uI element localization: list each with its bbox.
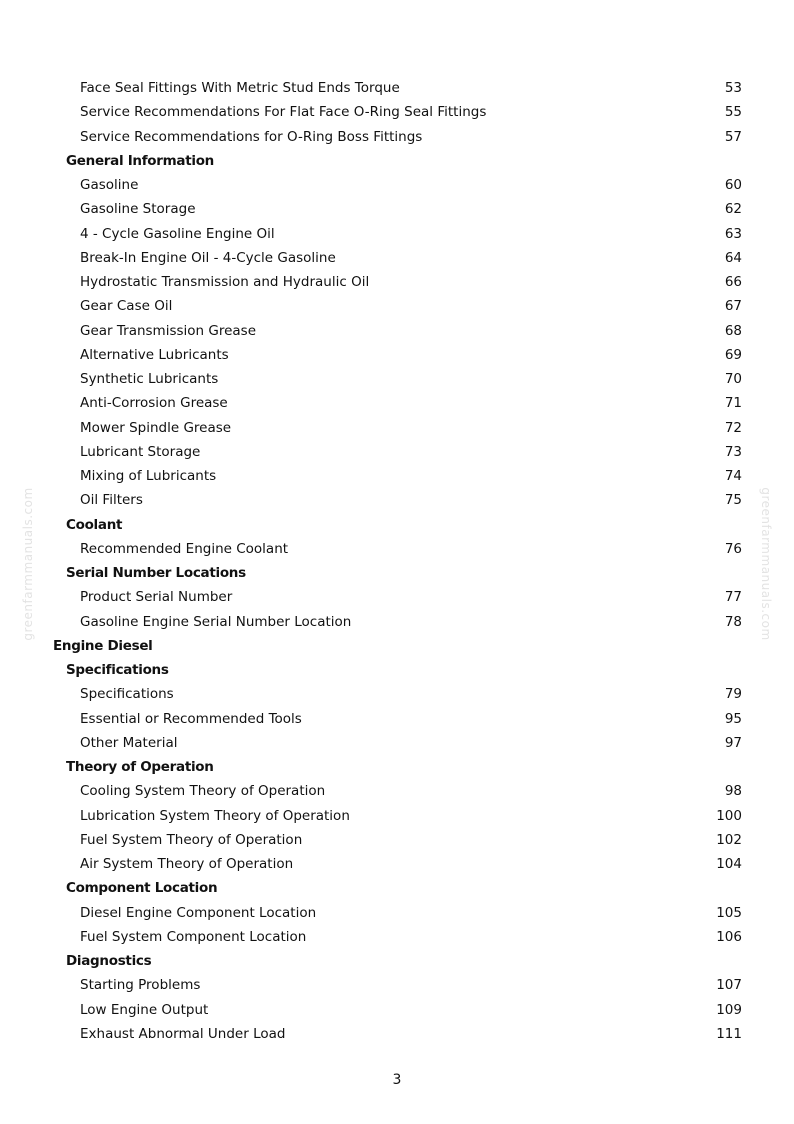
toc-entry-page: 60 — [724, 177, 742, 193]
toc-entry-title: General Information — [66, 152, 214, 169]
toc-entry-page: 106 — [716, 928, 742, 945]
toc-entry-title: Diagnostics — [66, 953, 152, 969]
toc-entry-title: Gear Case Oil — [80, 298, 173, 315]
toc-entry — [0, 391, 794, 415]
toc-entry-title: Product Serial Number — [80, 589, 233, 606]
toc-entry-page: 63 — [724, 225, 742, 242]
toc-entry — [0, 779, 794, 803]
toc-entry-page: 104 — [716, 856, 742, 872]
toc-entry-page: 107 — [716, 977, 742, 994]
toc-entry-title: Fuel System Theory of Operation — [80, 831, 303, 848]
toc-entry-page: 71 — [724, 395, 742, 412]
toc-entry — [0, 901, 794, 925]
toc-entry-title: Specifications — [66, 662, 169, 678]
toc-entry-page: 79 — [724, 686, 742, 703]
toc-entry-title: Synthetic Lubricants — [80, 371, 219, 387]
toc-entry — [0, 998, 794, 1022]
toc-entry-title: Lubrication System Theory of Operation — [80, 807, 350, 824]
toc-entry-page: 53 — [724, 80, 742, 96]
toc-entry-title: Anti-Corrosion Grease — [80, 395, 228, 412]
toc-entry — [0, 731, 794, 755]
toc-entry-page: 77 — [724, 589, 742, 606]
toc-section-heading — [0, 876, 794, 900]
toc-entry-title: Gasoline Engine Serial Number Location — [80, 613, 352, 630]
toc-entry-title: Other Material — [80, 734, 178, 751]
toc-entry-title: Service Recommendations For Flat Face O-Ring Seal Fittings — [80, 104, 487, 121]
toc-section-heading — [0, 755, 794, 779]
toc-entry-page: 72 — [724, 419, 742, 436]
toc-entry — [0, 828, 794, 852]
toc-entry — [0, 464, 794, 488]
toc-section-heading — [0, 561, 794, 585]
toc-section-heading — [0, 949, 794, 973]
toc-entry — [0, 246, 794, 270]
toc-entry-title: Essential or Recommended Tools — [80, 710, 302, 727]
toc-entry-title: Specifications — [80, 686, 174, 703]
toc-entry-page: 62 — [724, 201, 742, 218]
toc-entry — [0, 1022, 794, 1046]
toc-entry-title: Engine Diesel — [53, 637, 153, 654]
toc-entry — [0, 197, 794, 221]
toc-entry — [0, 343, 794, 367]
toc-entry-page: 55 — [724, 104, 742, 121]
toc-entry — [0, 125, 794, 149]
toc-entry-page: 70 — [724, 371, 742, 387]
toc-entry — [0, 852, 794, 876]
table-of-contents — [0, 76, 794, 1046]
toc-entry-title: Serial Number Locations — [66, 565, 246, 581]
toc-entry — [0, 488, 794, 512]
toc-entry-title: Fuel System Component Location — [80, 928, 307, 945]
toc-entry-title: Cooling System Theory of Operation — [80, 783, 326, 800]
toc-entry-title: Gasoline Storage — [80, 201, 196, 218]
toc-entry-page: 64 — [724, 249, 742, 266]
toc-entry-page: 78 — [724, 613, 742, 630]
toc-entry-title: Gasoline — [80, 177, 139, 193]
toc-entry — [0, 804, 794, 828]
toc-entry-title: Service Recommendations for O-Ring Boss Fittings — [80, 128, 423, 145]
toc-section-heading — [0, 149, 794, 173]
toc-entry-title: Face Seal Fittings With Metric Stud Ends Torque — [80, 80, 400, 96]
toc-entry-title: Diesel Engine Component Location — [80, 904, 317, 921]
toc-entry-page: 74 — [724, 468, 742, 484]
toc-entry-title: Exhaust Abnormal Under Load — [80, 1025, 286, 1042]
toc-entry-title: Lubricant Storage — [80, 443, 201, 460]
toc-entry — [0, 537, 794, 561]
toc-entry-title: Oil Filters — [80, 492, 143, 509]
toc-entry-page: 97 — [724, 734, 742, 751]
toc-entry-title: Hydrostatic Transmission and Hydraulic Oil — [80, 274, 370, 290]
toc-entry — [0, 682, 794, 706]
toc-entry-title: Theory of Operation — [66, 759, 214, 775]
toc-entry — [0, 294, 794, 318]
toc-entry-page: 68 — [724, 322, 742, 339]
toc-entry — [0, 270, 794, 294]
toc-entry — [0, 173, 794, 197]
toc-entry-page: 73 — [724, 443, 742, 460]
toc-entry-title: Component Location — [66, 880, 218, 897]
toc-entry-title: Starting Problems — [80, 977, 201, 994]
toc-section-heading — [0, 634, 794, 658]
toc-entry-page: 69 — [724, 346, 742, 363]
toc-entry-page: 102 — [716, 831, 742, 848]
toc-entry — [0, 416, 794, 440]
toc-entry-title: Coolant — [66, 516, 123, 533]
toc-entry-title: Mixing of Lubricants — [80, 468, 217, 484]
toc-entry-title: Gear Transmission Grease — [80, 322, 257, 339]
toc-entry-title: Low Engine Output — [80, 1001, 209, 1018]
toc-entry-title: Recommended Engine Coolant — [80, 540, 289, 557]
toc-section-heading — [0, 658, 794, 682]
toc-entry — [0, 610, 794, 634]
toc-entry-page: 100 — [716, 807, 742, 824]
toc-entry — [0, 76, 794, 100]
toc-entry — [0, 100, 794, 124]
toc-entry-page: 67 — [724, 298, 742, 315]
toc-entry-page: 76 — [724, 540, 742, 557]
toc-entry-page: 66 — [724, 274, 742, 290]
watermark-right: greenfarmmanuals.com — [759, 487, 773, 641]
watermark-left: greenfarmmanuals.com — [21, 487, 35, 641]
toc-entry — [0, 319, 794, 343]
toc-entry-title: Mower Spindle Grease — [80, 419, 232, 436]
toc-entry-title: Alternative Lubricants — [80, 346, 229, 363]
toc-entry-title: 4 - Cycle Gasoline Engine Oil — [80, 225, 275, 242]
toc-entry — [0, 367, 794, 391]
toc-entry-page: 105 — [716, 904, 742, 921]
toc-entry-page: 111 — [716, 1025, 742, 1042]
toc-section-heading — [0, 513, 794, 537]
toc-entry-page: 98 — [724, 783, 742, 800]
toc-entry — [0, 585, 794, 609]
toc-entry — [0, 222, 794, 246]
toc-entry-title: Break-In Engine Oil - 4-Cycle Gasoline — [80, 249, 336, 266]
page-number: 3 — [392, 1072, 402, 1088]
toc-entry-page: 109 — [716, 1001, 742, 1018]
toc-entry-page: 95 — [724, 710, 742, 727]
toc-entry — [0, 925, 794, 949]
toc-entry-page: 75 — [724, 492, 742, 509]
toc-entry-page: 57 — [724, 128, 742, 145]
toc-entry — [0, 440, 794, 464]
toc-entry — [0, 707, 794, 731]
toc-entry-title: Air System Theory of Operation — [80, 856, 294, 872]
toc-entry — [0, 973, 794, 997]
